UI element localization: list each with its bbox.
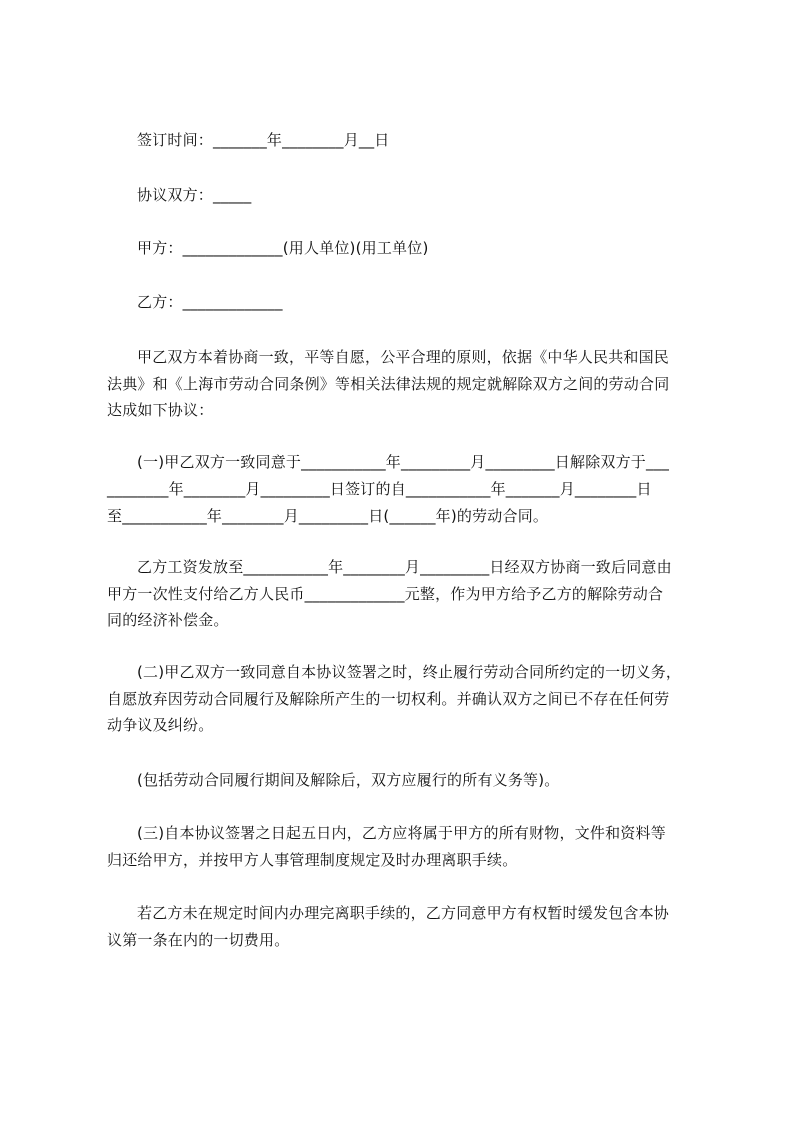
parties-line: 协议双方：_____ — [137, 186, 252, 204]
clause2-line-2: 自愿放弃因劳动合同履行及解除所产生的一切权利。并确认双方之间已不存在任何劳 — [107, 690, 670, 708]
sign-date-line: 签订时间：_______年________月__日 — [137, 131, 390, 149]
salary-line-2: 甲方一次性支付给乙方人民币_____________元整，作为甲方给予乙方的解除劳动合 — [107, 585, 664, 603]
clause1-line-3: 至___________年________月_________日(______年)的劳动合同。 — [107, 507, 549, 525]
clause3-line-1: (三)自本协议签署之日起五日内，乙方应将属于甲方的所有财物，文件和资料等 — [137, 824, 666, 842]
clause1-line-1: (一)甲乙双方一致同意于___________年_________月_________日解除双方于___ — [137, 453, 670, 471]
preamble-line-1: 甲乙双方本着协商一致，平等自愿，公平合理的原则，依据《中华人民共和国民 — [137, 348, 670, 366]
delay-line-2: 议第一条在内的一切费用。 — [107, 931, 290, 949]
party-b-line: 乙方：_____________ — [137, 293, 283, 311]
party-a-line: 甲方：_____________(用人单位)(用工单位) — [137, 239, 429, 257]
delay-line-1: 若乙方未在规定时间内办理完离职手续的，乙方同意甲方有权暂时缓发包含本协 — [137, 904, 670, 922]
note-line: (包括劳动合同履行期间及解除后，双方应履行的所有义务等)。 — [137, 771, 560, 789]
salary-line-1: 乙方工资发放至___________年________月_________日经双方协商一致后同意由 — [137, 558, 672, 576]
preamble-line-2: 法典》和《上海市劳动合同条例》等相关法律法规的规定就解除双方之间的劳动合同 — [107, 375, 670, 393]
preamble-line-3: 达成如下协议： — [107, 401, 214, 419]
clause1-line-2: ________年________月_________日签订的自___________年_______月________日 — [107, 480, 652, 498]
clause2-line-1: (二)甲乙双方一致同意自本协议签署之时，终止履行劳动合同所约定的一切义务， — [137, 663, 682, 681]
clause2-line-3: 动争议及纠纷。 — [107, 716, 214, 734]
clause3-line-2: 归还给甲方，并按甲方人事管理制度规定及时办理离职手续。 — [107, 851, 518, 869]
salary-line-3: 同的经济补偿金。 — [107, 611, 229, 629]
